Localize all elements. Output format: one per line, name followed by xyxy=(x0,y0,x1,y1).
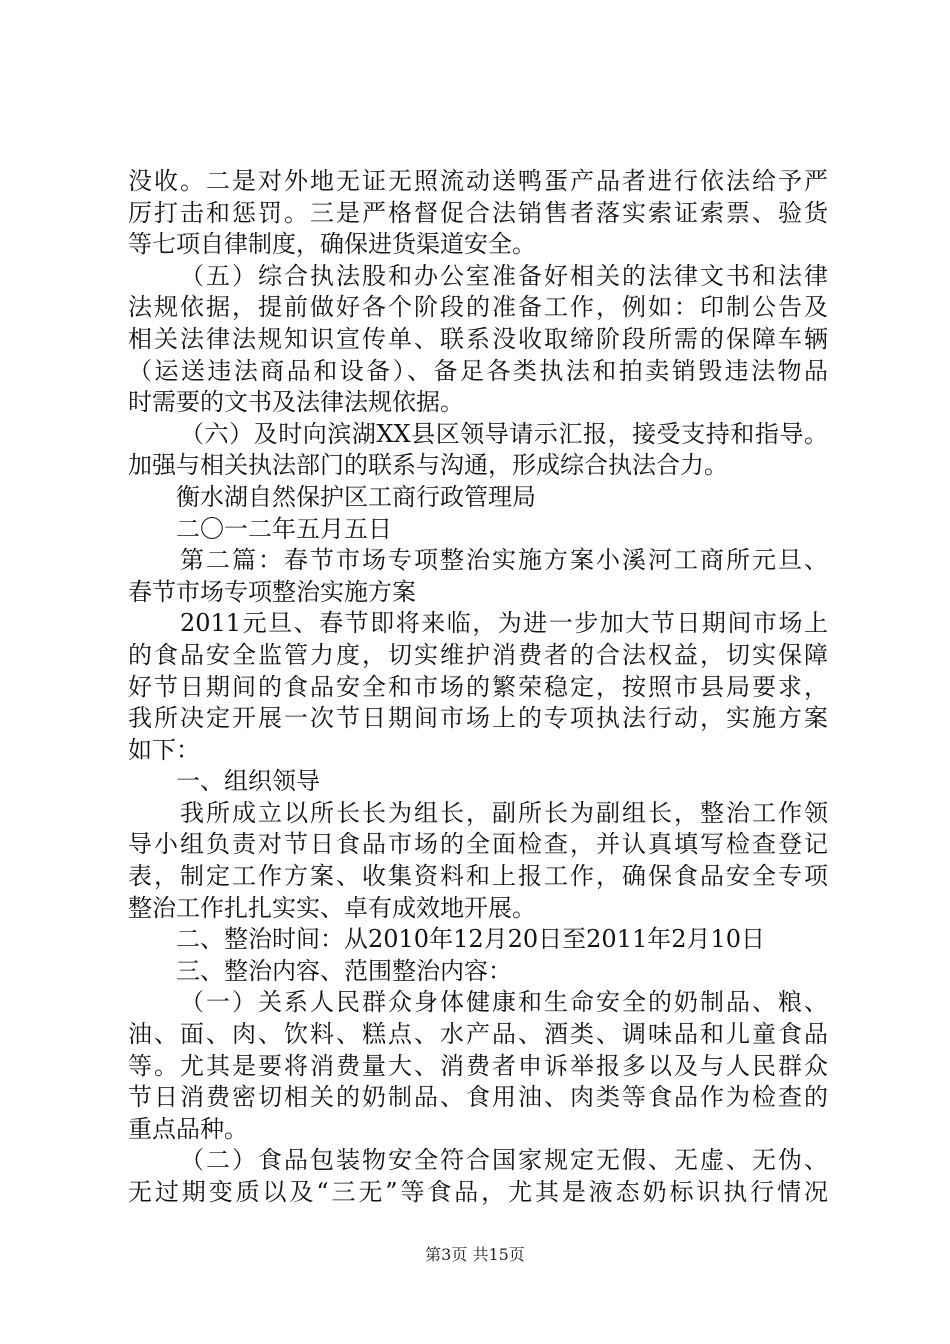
text-line: 没收。二是对外地无证无照流动送鸭蛋产品者进行依法给予严 xyxy=(128,167,828,195)
text-line: 加强与相关执法部门的联系与沟通，形成综合执法合力。 xyxy=(128,451,728,480)
text-line: （五）综合执法股和办公室准备好相关的法律文书和法律 xyxy=(180,261,828,290)
text-line: 无过期变质以及“三无”等食品，尤其是液态奶标识执行情况 xyxy=(128,1178,828,1206)
text-line: 时需要的文书及法律法规依据。 xyxy=(128,388,464,417)
text-line: 一、组织领导 xyxy=(176,767,320,796)
text-line: 法规依据，提前做好各个阶段的准备工作，例如：印制公告及 xyxy=(128,293,828,322)
text-line: 导小组负责对节日食品市场的全面检查，并认真填写检查登记 xyxy=(128,830,828,859)
text-line: 等。尤其是要将消费量大、消费者申诉举报多以及与人民群众 xyxy=(128,1051,828,1080)
text-line: （二）食品包装物安全符合国家规定无假、无虚、无伪、 xyxy=(180,1146,828,1175)
text-line: 油、面、肉、饮料、糕点、水产品、酒类、调味品和儿童食品 xyxy=(128,1020,828,1049)
text-line: （运送违法商品和设备）、备足各类执法和拍卖销毁违法物品 xyxy=(128,356,828,385)
text-line: 整治工作扎扎实实、卓有成效地开展。 xyxy=(128,893,536,922)
text-line: 的食品安全监管力度，切实维护消费者的合法权益，切实保障 xyxy=(128,640,828,669)
text-line: 春节市场专项整治实施方案 xyxy=(128,577,416,606)
text-line: 等七项自律制度，确保进货渠道安全。 xyxy=(128,230,536,259)
text-line: （六）及时向滨湖XX县区领导请示汇报，接受支持和指导。 xyxy=(180,419,828,448)
document-body xyxy=(128,166,828,1209)
text-line: 衡水湖自然保护区工商行政管理局 xyxy=(176,482,536,511)
text-line: 好节日期间的食品安全和市场的繁荣稳定，按照市县局要求， xyxy=(128,672,828,701)
text-line: 我所决定开展一次节日期间市场上的专项执法行动，实施方案 xyxy=(128,704,828,733)
text-line: 重点品种。 xyxy=(128,1114,248,1143)
text-line: 二、整治时间：从2010年12月20日至2011年2月10日 xyxy=(176,925,766,954)
page-footer: 第3页 共15页 xyxy=(425,1245,525,1264)
text-line: 表，制定工作方案、收集资料和上报工作，确保食品安全专项 xyxy=(128,862,828,891)
text-line: （一）关系人民群众身体健康和生命安全的奶制品、粮、 xyxy=(180,988,828,1017)
text-line: 相关法律法规知识宣传单、联系没收取缔阶段所需的保障车辆 xyxy=(128,324,828,353)
text-line: 三、整治内容、范围整治内容： xyxy=(176,956,512,985)
text-line: 二〇一二年五月五日 xyxy=(176,514,392,543)
text-line: 我所成立以所长长为组长，副所长为副组长，整治工作领 xyxy=(180,798,828,827)
text-line: 如下： xyxy=(128,735,200,764)
text-line: 节日消费密切相关的奶制品、食用油、肉类等食品作为检查的 xyxy=(128,1083,828,1112)
text-line: 2011元旦、春节即将来临，为进一步加大节日期间市场上 xyxy=(180,609,828,638)
text-line: 第二篇：春节市场专项整治实施方案小溪河工商所元旦、 xyxy=(180,546,828,575)
text-line: 厉打击和惩罚。三是严格督促合法销售者落实索证索票、验货 xyxy=(128,198,828,227)
